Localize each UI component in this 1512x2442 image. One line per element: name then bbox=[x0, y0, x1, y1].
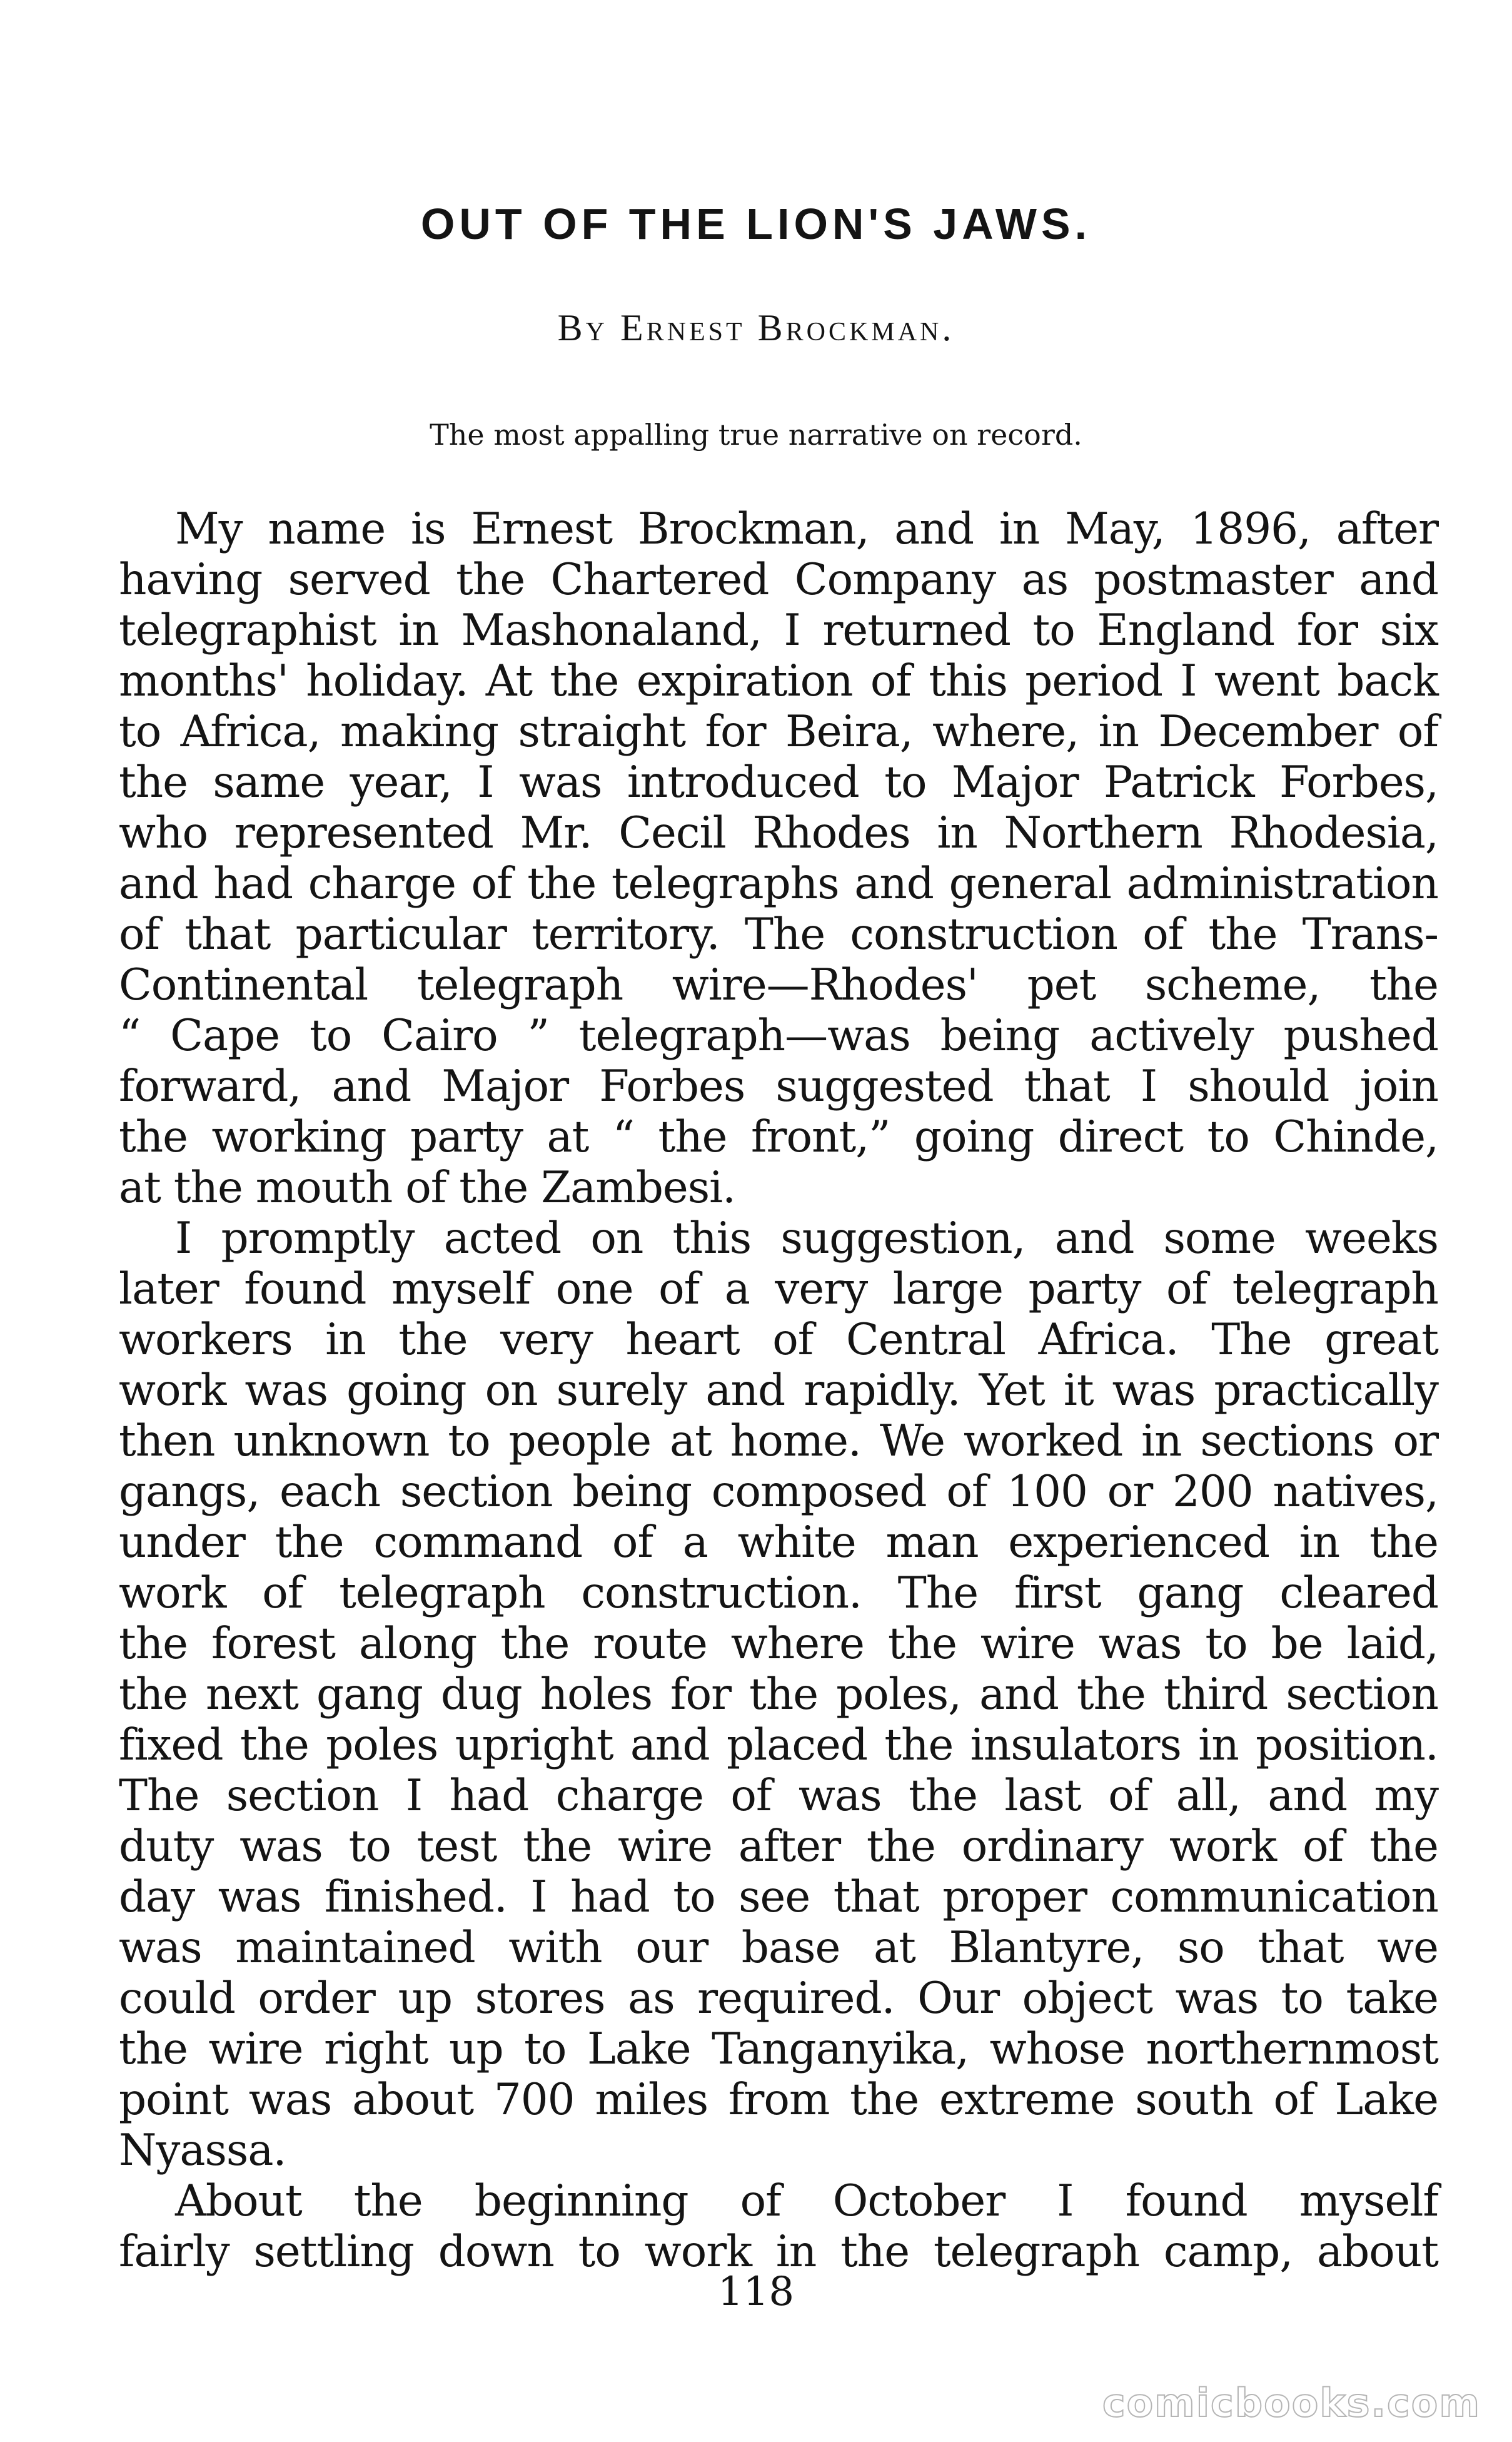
text-line: who represented Mr. Cecil Rhodes in Northern Rhodesia, bbox=[119, 808, 1438, 858]
article-body bbox=[119, 504, 1438, 2277]
text-line: the wire right up to Lake Tanganyika, whose northernmost bbox=[119, 2024, 1438, 2074]
text-line: About the beginning of October I found myself bbox=[175, 2176, 1438, 2226]
text-line: fairly settling down to work in the telegraph camp, about bbox=[119, 2227, 1438, 2277]
text-line: My name is Ernest Brockman, and in May, 1896, after bbox=[175, 504, 1438, 554]
text-line: The section I had charge of was the last of all, and my bbox=[119, 1771, 1438, 1821]
text-line: under the command of a white man experienced in the bbox=[119, 1517, 1438, 1568]
text-line: work was going on surely and rapidly. Yet it was practically bbox=[119, 1365, 1438, 1416]
text-line: Continental telegraph wire—Rhodes' pet scheme, the bbox=[119, 960, 1438, 1010]
text-line: telegraphist in Mashonaland, I returned to England for six bbox=[119, 605, 1438, 656]
text-line: Nyassa. bbox=[119, 2125, 286, 2176]
text-line: I promptly acted on this suggestion, and some weeks bbox=[175, 1213, 1438, 1264]
text-line: forward, and Major Forbes suggested that I should join bbox=[119, 1061, 1438, 1112]
text-line: gangs, each section being composed of 100 or 200 natives, bbox=[119, 1467, 1438, 1517]
text-line: day was finished. I had to see that proper communication bbox=[119, 1872, 1438, 1922]
text-line: and had charge of the telegraphs and general administration bbox=[119, 859, 1438, 909]
text-line: was maintained with our base at Blantyre, so that we bbox=[119, 1923, 1438, 1973]
watermark-logo: comicbooks.com bbox=[1102, 2380, 1481, 2426]
text-line: could order up stores as required. Our object was to take bbox=[119, 1973, 1438, 2024]
text-line: fixed the poles upright and placed the insulators in position. bbox=[119, 1720, 1438, 1770]
text-line: of that particular territory. The construction of the Trans- bbox=[119, 909, 1438, 960]
text-line: the working party at “ the front,” going direct to Chinde, bbox=[119, 1112, 1438, 1162]
text-line: “ Cape to Cairo ” telegraph—was being actively pushed bbox=[119, 1011, 1438, 1061]
text-line: duty was to test the wire after the ordinary work of the bbox=[119, 1821, 1438, 1872]
text-line: months' holiday. At the expiration of this period I went back bbox=[119, 656, 1438, 706]
text-line: later found myself one of a very large party of telegraph bbox=[119, 1264, 1438, 1314]
text-line: workers in the very heart of Central Africa. The great bbox=[119, 1315, 1438, 1365]
text-line: to Africa, making straight for Beira, where, in December of bbox=[119, 707, 1438, 757]
article-title: OUT OF THE LION'S JAWS. bbox=[420, 200, 1092, 248]
text-line: having served the Chartered Company as postmaster and bbox=[119, 555, 1438, 605]
text-line: the same year, I was introduced to Major Patrick Forbes, bbox=[119, 757, 1438, 808]
text-line: the forest along the route where the wire was to be laid, bbox=[119, 1619, 1438, 1669]
author-byline: By Ernest Brockman. bbox=[557, 307, 955, 348]
text-line: the next gang dug holes for the poles, and the third section bbox=[119, 1669, 1438, 1720]
page-number: 118 bbox=[717, 2269, 795, 2315]
text-line: work of telegraph construction. The first gang cleared bbox=[119, 1568, 1438, 1618]
text-line: point was about 700 miles from the extreme south of Lake bbox=[119, 2075, 1438, 2125]
text-line: at the mouth of the Zambesi. bbox=[119, 1163, 736, 1213]
text-line: then unknown to people at home. We worked in sections or bbox=[119, 1416, 1438, 1466]
article-subtitle: The most appalling true narrative on record. bbox=[430, 418, 1082, 452]
